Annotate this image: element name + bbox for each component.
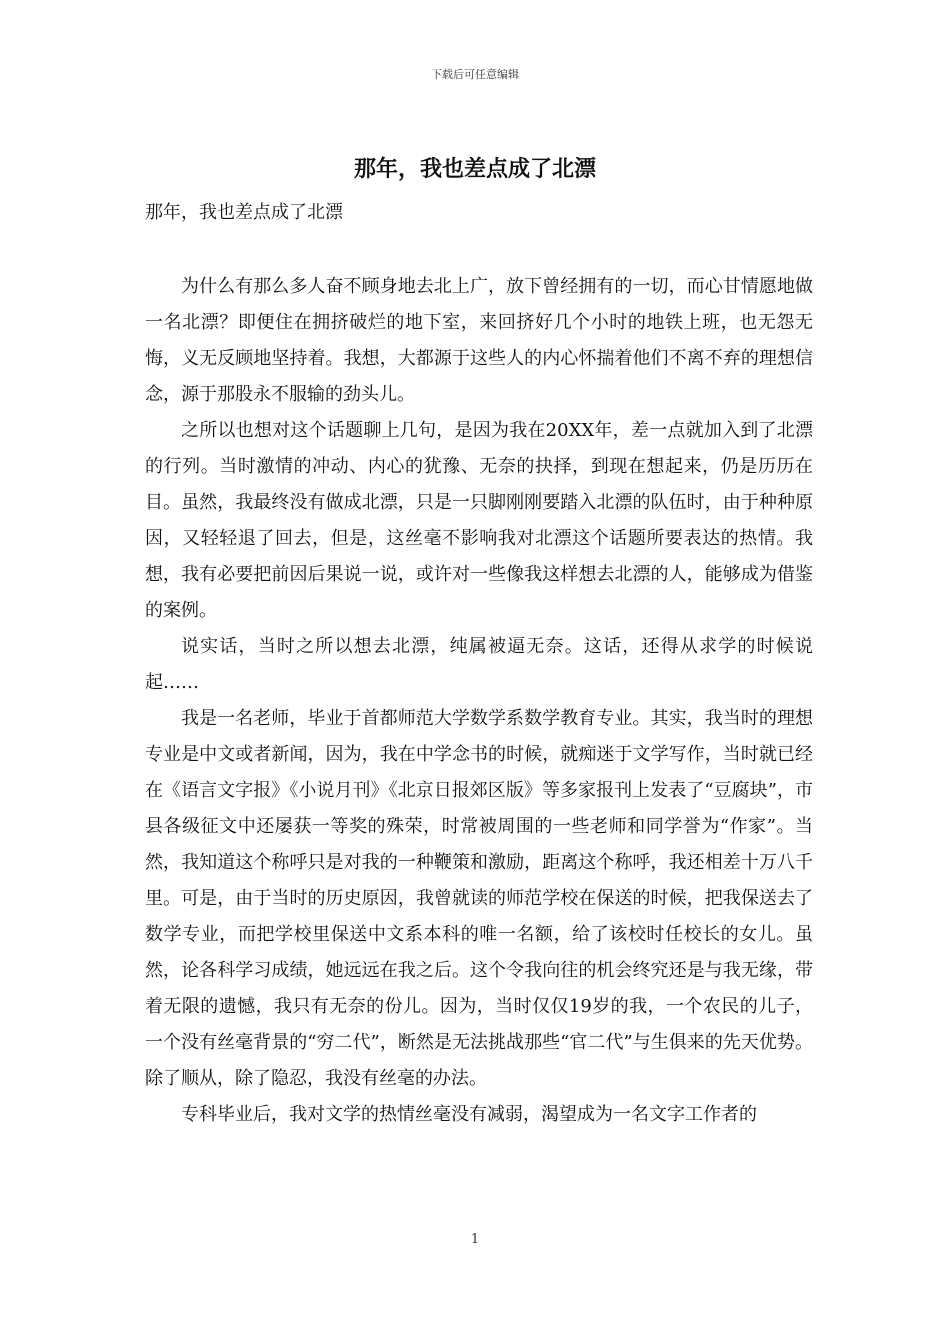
document-title: 那年，我也差点成了北漂 [353,157,596,182]
page-number: 1 [470,1232,480,1247]
paragraph: 为什么有那么多人奋不顾身地去北上广，放下曾经拥有的一切，而心甘情愿地做一名北漂？即便住在拥挤破烂的地下室，来回挤好几个小时的地铁上班，也无怨无悔，义无反顾地坚持着。我想，大都源于这些人的内心怀揣着他们不离不弃的理想信念，源于那股永不服输的劲头儿。 [145,276,813,405]
page-header: 下载后可任意编辑 [431,68,519,81]
paragraph: 之所以也想对这个话题聊上几句，是因为我在20XX年，差一点就加入到了北漂的行列。当时激情的冲动、内心的犹豫、无奈的抉择，到现在想起来，仍是历历在目。虽然，我最终没有做成北漂，只是一只脚刚刚要踏入北漂的队伍时，由于种种原因，又轻轻退了回去，但是，这丝毫不影响我对北漂这个话题所要表达的热情。我想，我有必要把前因后果说一说，或许对一些像我这样想去北漂的人，能够成为借鉴的案例。 [145,420,813,621]
paragraph: 我是一名老师，毕业于首都师范大学数学系数学教育专业。其实，我当时的理想专业是中文或者新闻，因为，我在中学念书的时候，就痴迷于文学写作，当时就已经在《语言文字报》《小说月刊》《北京日报郊区版》等多家报刊上发表了“豆腐块”，市县各级征文中还屡获一等奖的殊荣，时常被周围的一些老师和同学誉为“作家”。当然，我知道这个称呼只是对我的一种鞭策和激励，距离这个称呼，我还相差十万八千里。可是，由于当时的历史原因，我曾就读的师范学校在保送的时候，把我保送去了数学专业，而把学校里保送中文系本科的唯一名额，给了该校时任校长的女儿。虽然，论各科学习成绩，她远远在我之后。这个令我向往的机会终究还是与我无缘，带着无限的遗憾，我只有无奈的份儿。因为，当时仅仅19岁的我，一个农民的儿子，一个没有丝毫背景的“穷二代”，断然是无法挑战那些“官二代”与生俱来的先天优势。除了顺从，除了隐忍，我没有丝毫的办法。 [145,708,813,1089]
paragraph: 说实话，当时之所以想去北漂，纯属被逼无奈。这话，还得从求学的时候说起…… [145,636,813,693]
paragraph: 专科毕业后，我对文学的热情丝毫没有减弱，渴望成为一名文字工作者的 [181,1104,757,1125]
document-body [145,269,813,1133]
document-subtitle: 那年，我也差点成了北漂 [145,202,343,223]
